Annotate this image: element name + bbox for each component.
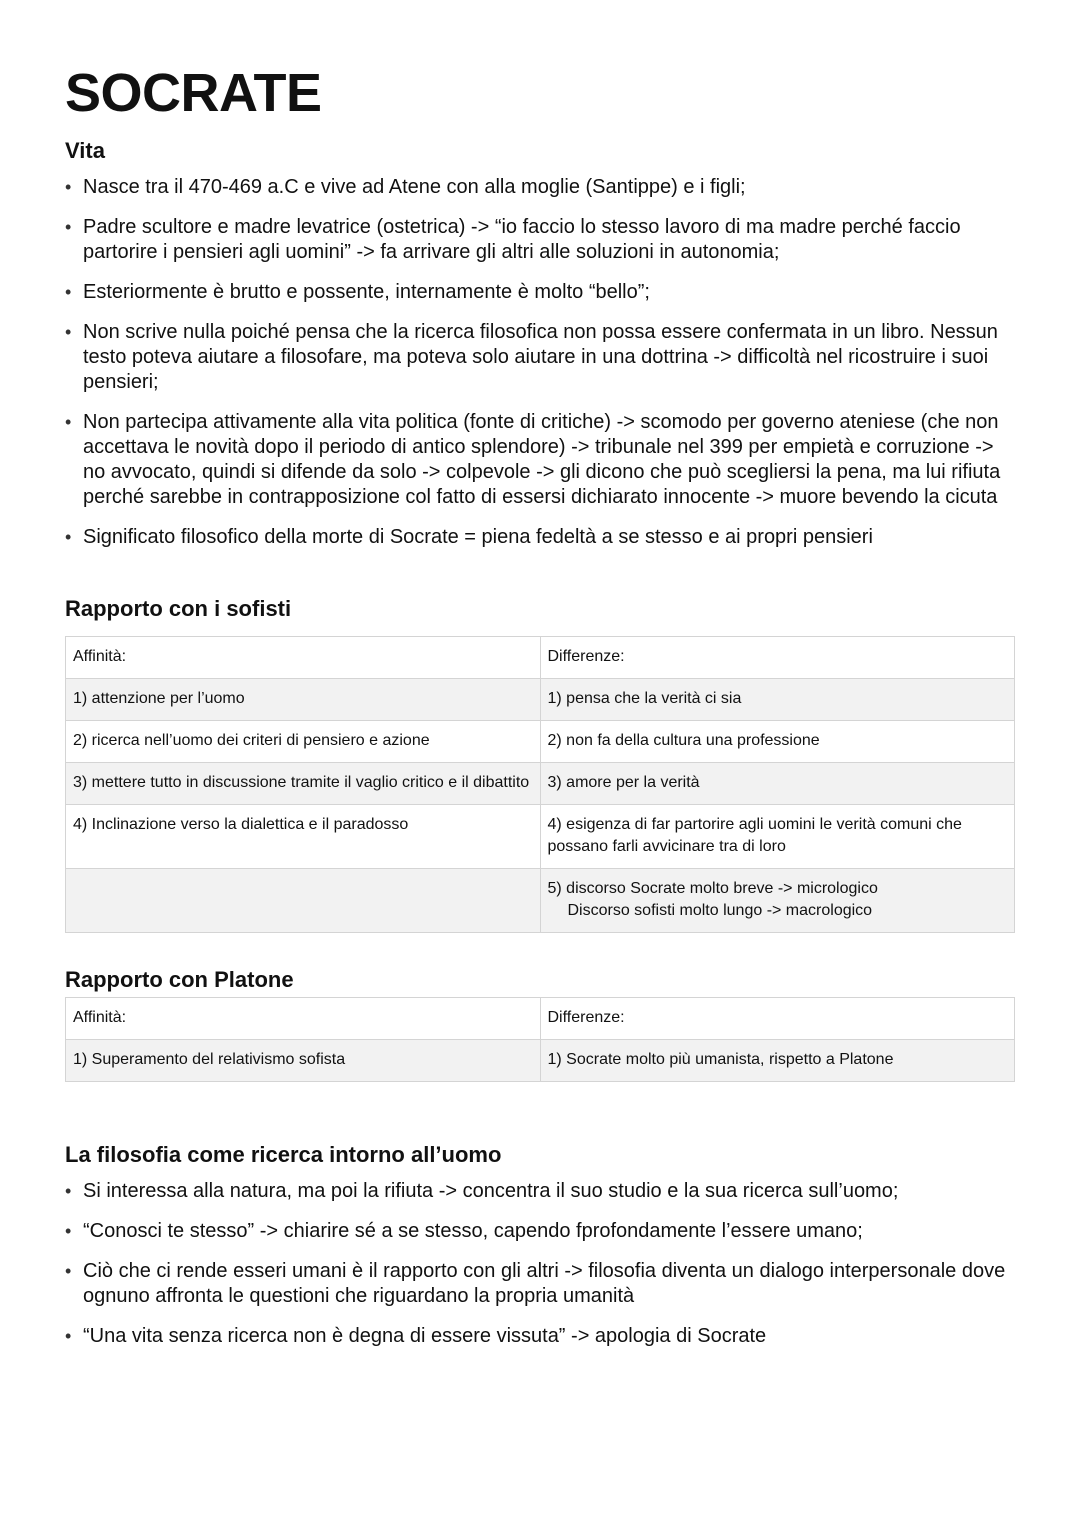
table-cell: 4) Inclinazione verso la dialettica e il paradosso [66,805,541,869]
table-row [66,805,1015,869]
table-cell: 2) ricerca nell’uomo dei criteri di pensiero e azione [66,721,541,763]
list-item: • Significato filosofico della morte di Socrate = piena fedeltà a se stesso e ai propri pensieri [65,525,1015,550]
table-row [66,1040,1015,1082]
section-heading-sofisti: Rapporto con i sofisti [65,596,292,621]
section-heading-platone: Rapporto con Platone [65,967,294,992]
table-cell: 1) Socrate molto più umanista, rispetto a Platone [540,1040,1015,1082]
list-item: • Nasce tra il 470-469 a.C e vive ad Atene con alla moglie (Santippe) e i figli; [65,175,1015,200]
list-item: • “Una vita senza ricerca non è degna di essere vissuta” -> apologia di Socrate [65,1324,1015,1349]
list-item: • “Conosci te stesso” -> chiarire sé a se stesso, capendo fprofondamente l’essere umano; [65,1219,1015,1244]
table-row [66,679,1015,721]
table-cell: 1) pensa che la verità ci sia [540,679,1015,721]
table-cell: 3) amore per la verità [540,763,1015,805]
table-header-cell: Differenze: [540,998,1015,1040]
cell-line: 5) discorso Socrate molto breve -> micrologico [547,880,878,897]
page-title: SOCRATE [65,63,322,123]
section-heading-filosofia: La filosofia come ricerca intorno all’uomo [65,1142,502,1167]
sofisti-table [65,636,1015,933]
list-item: • Non partecipa attivamente alla vita politica (fonte di critiche) -> scomodo per governo ateniese (che non accettava le novità dopo il periodo di antico splendore) -> tribunale nel 399 per empietà e corruzione -> no avvocato, quindi si difende da solo -> colpevole -> gli dicono che può scegliersi la pena, ma lui rifiuta perché sarebbe in contrapposizione col fatto di essersi dichiarato innocente -> muore bevendo la cicuta [65,410,1015,510]
table-row [66,721,1015,763]
table-header-cell: Affinità: [66,637,541,679]
table-cell: 3) mettere tutto in discussione tramite il vaglio critico e il dibattito [66,763,541,805]
list-item: • Si interessa alla natura, ma poi la rifiuta -> concentra il suo studio e la sua ricerca sull’uomo; [65,1179,1015,1204]
cell-line: Discorso sofisti molto lungo -> macrologico [567,902,873,919]
table-header-row [66,998,1015,1040]
table-cell: 1) Superamento del relativismo sofista [66,1040,541,1082]
table-cell: 1) attenzione per l’uomo [66,679,541,721]
vita-list [65,175,1015,550]
table-cell: 2) non fa della cultura una professione [540,721,1015,763]
table-header-cell: Affinità: [66,998,541,1040]
table-cell-empty [66,869,541,933]
table-cell [540,869,1015,933]
list-item: • Padre scultore e madre levatrice (ostetrica) -> “io faccio lo stesso lavoro di ma madre perché faccio partorire i pensieri agli uomini” -> fa arrivare gli altri alle soluzioni in autonomia; [65,215,1015,265]
platone-table [65,997,1015,1082]
list-item: • Esteriormente è brutto e possente, internamente è molto “bello”; [65,280,1015,305]
table-header-row [66,637,1015,679]
list-item: • Non scrive nulla poiché pensa che la ricerca filosofica non possa essere confermata in un libro. Nessun testo poteva aiutare a filosofare, ma poteva solo aiutare in una dottrina -> difficoltà nel ricostruire i suoi pensieri; [65,320,1015,395]
list-item: • Ciò che ci rende esseri umani è il rapporto con gli altri -> filosofia diventa un dialogo interpersonale dove ognuno affronta le questioni che riguardano la propria umanità [65,1259,1015,1309]
table-cell: 4) esigenza di far partorire agli uomini le verità comuni che possano farli avvicinare tra di loro [540,805,1015,869]
table-header-cell: Differenze: [540,637,1015,679]
table-row [66,869,1015,933]
table-row [66,763,1015,805]
section-heading-vita: Vita [65,138,105,163]
filosofia-list [65,1179,1015,1349]
document-page [65,58,1015,1364]
